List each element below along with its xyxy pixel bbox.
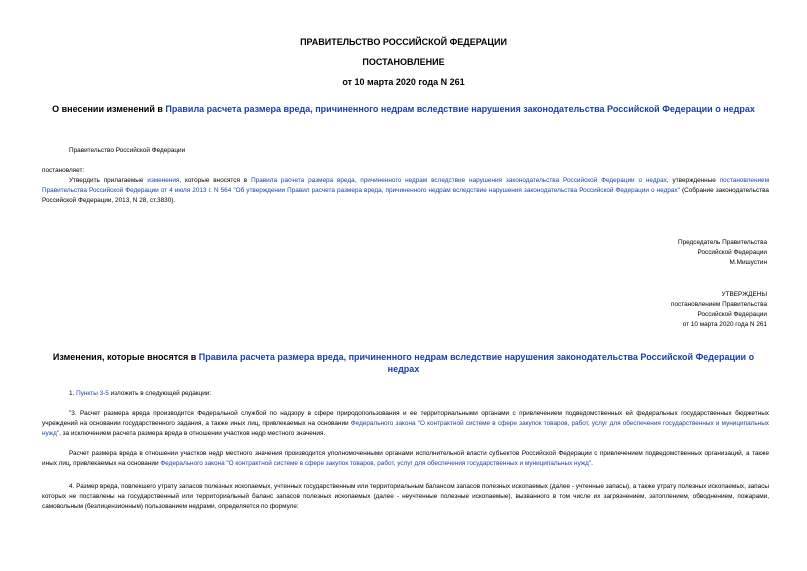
approved-stamp: УТВЕРЖДЕНЫ — [721, 291, 767, 298]
signature-country: Российской Федерации — [697, 249, 767, 256]
changes-title-rules-link[interactable]: Правила расчета размера вреда, причиненного недрам вследствие нарушения законодательства Российской Федерации о недрах — [198, 352, 755, 374]
signature-position: Председатель Правительства — [678, 239, 767, 246]
decree-564-link[interactable]: постановлением Правительства Российской Федерации от 4 июля 2013 г. N 564 "Об утверждении Правил расчета размера вреда, причиненного недрам вследствие нарушения законодательства Российской Федерации о недрах" — [42, 177, 769, 194]
clause-3-paragraph — [42, 409, 769, 439]
federal-law-link-1[interactable]: Федерального закона "О контрактной системе в сфере закупок товаров, работ, услуг для обеспечения государственных и муниципальных нужд" — [42, 420, 769, 437]
title-prefix: О внесении изменений в — [52, 104, 166, 114]
clause-3b-text-2: . — [591, 460, 593, 467]
clause-3-text-2: , за исключением расчета размера вреда в отношении участков недр местного значения. — [59, 430, 326, 437]
resolution-text-2: , которые вносятся в — [179, 177, 252, 184]
document-date-number: от 10 марта 2020 года N 261 — [342, 77, 465, 87]
approved-country: Российской Федерации — [697, 311, 767, 318]
resolution-text-3: , утвержденные — [666, 177, 720, 184]
changes-title — [40, 351, 767, 375]
changes-title-prefix: Изменения, которые вносятся в — [52, 352, 199, 362]
clauses-3-5-link[interactable]: Пункты 3-5 — [76, 390, 109, 397]
signature-name: М.Мишустин — [729, 259, 767, 266]
rules-link[interactable]: Правила расчета размера вреда, причиненного недрам вследствие нарушения законодательства Российской Федерации о недрах — [251, 177, 667, 184]
clause-3-text-1: "3. Расчет размера вреда производится Федеральной службой по надзору в сфере природопользования и ее территориальными органами с привлечением подведомственных ей федеральных государственных бюджетных учреждений на основании государственного задания, а также иных лиц, привлекаемых на основании — [42, 410, 769, 427]
signature-block — [678, 238, 767, 268]
approval-block — [671, 290, 767, 330]
item-1-number: 1. — [69, 390, 77, 397]
document-title — [40, 103, 767, 115]
approved-date: от 10 марта 2020 года N 261 — [682, 321, 767, 328]
resolution-paragraph — [42, 176, 769, 206]
issuer-text: Правительство Российской Федерации — [69, 147, 186, 154]
federal-law-link-2[interactable]: Федерального закона "О контрактной системе в сфере закупок товаров, работ, услуг для обеспечения государственных и муниципальных нужд" — [160, 460, 592, 467]
clause-3b-text-1: Расчет размера вреда в отношении участков недр местного значения производится уполномоченными органами исполнительной власти субъектов Российской Федерации с привлечением подведомственных организаций, а также иных лиц, привлекаемых на основании — [42, 450, 769, 467]
issuing-authority: ПРАВИТЕЛЬСТВО РОССИЙСКОЙ ФЕДЕРАЦИИ — [300, 37, 507, 47]
resolution-text-4: (Собрание законодательства Российской Федерации, 2013, N 28, ст.3830). — [42, 187, 769, 204]
document-type: ПОСТАНОВЛЕНИЕ — [362, 57, 445, 67]
decides-text: постановляет: — [42, 167, 85, 174]
resolution-text-1: Утвердить прилагаемые — [69, 177, 148, 184]
clause-4-text: 4. Размер вреда, повлекшего утрату запасов полезных ископаемых, учтенных государственным или территориальным балансом запасов полезных ископаемых (далее - учтенные запасы), а также утрату полезных ископаемых, запасы которых не поставлены на государственный или территориальный баланс запасов полезных ископаемых (далее - неучтенные полезные ископаемые), вызванного в том числе их загрязнением, затоплением, обводнением, пожарами, самовольным (безлицензионным) пользованием недрами, определяется по формуле: — [42, 483, 769, 510]
clause-4-paragraph — [42, 482, 769, 512]
clause-3b-paragraph — [42, 449, 769, 469]
item-1 — [69, 389, 211, 399]
approved-by: постановлением Правительства — [671, 301, 767, 308]
changes-link[interactable]: изменения — [147, 177, 180, 184]
item-1-text: изложить в следующей редакции: — [108, 390, 212, 397]
title-rules-link[interactable]: Правила расчета размера вреда, причиненного недрам вследствие нарушения законодательства Российской Федерации о недрах — [165, 104, 755, 114]
